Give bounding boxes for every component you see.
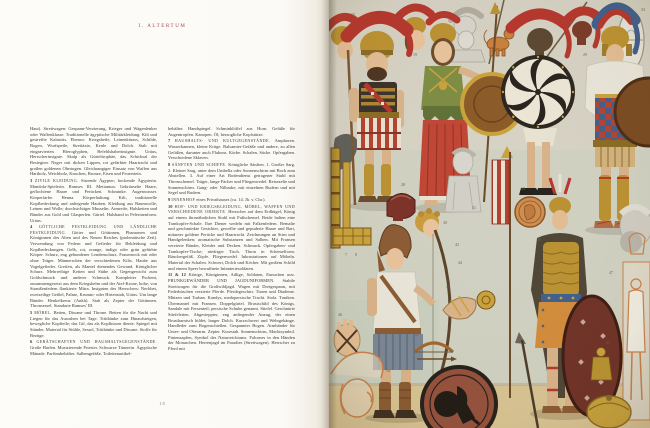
paragraph	[30, 339, 157, 356]
paragraph-text: Große Harfen. Musizierende Priester. Schwarze Tänzerin. Ägyptische Mänade. Parfümbehälter. Salbengefäße. Toilettenartikel-	[30, 344, 157, 356]
section-number: 9	[168, 196, 171, 202]
section-number: 8	[168, 161, 171, 167]
paragraph-text: Betten, Diwane und Throne. Betten für die Nacht und Liegen für das Ausruhen bei Tage. Trittbänke zum Hinaufsteigen, bewegliche Kopfteile; das Gif, das als Kopfkissen diente. Spiegel mit Ständer. Material für Stühle, Sessel, Trittbänke und Diwane. Stoffe für Bezüge.	[30, 310, 158, 338]
section-number: 3	[30, 177, 33, 183]
text-block	[30, 126, 295, 404]
paragraph	[168, 126, 295, 137]
right-page-plate	[329, 0, 650, 428]
paragraph	[30, 126, 157, 177]
text-column-2	[168, 126, 295, 404]
section-heading: GERÄTSCHAFTEN UND HAUSHALTSGEGENSTÄNDE.	[36, 339, 158, 345]
text-column-1	[30, 126, 157, 404]
section-heading: HOF- UND KRIEGSKLEIDUNG, MÖBEL, WAFFEN UND VERSCHIEDENE OBJEKTE.	[168, 203, 296, 215]
paragraph-text: eines Privathauses (ca. 14. Jh. v. Chr.).	[196, 196, 266, 202]
section-number: 10	[168, 203, 173, 209]
section-heading: SÄNFTEN UND SCHIFFE.	[171, 161, 227, 167]
section-number: 6	[30, 339, 33, 345]
section-heading: ZIVILE KLEIDUNG.	[34, 177, 79, 183]
section-heading: GÖTTLICHE FESTKLEIDUNG UND LÄNDLICHE FESTKLEIDUNG.	[30, 224, 157, 235]
section-heading: INNENHOF	[171, 196, 196, 202]
paragraph	[168, 197, 295, 203]
paragraph	[30, 224, 157, 309]
chapter-header: I. ALTERTUM	[138, 24, 187, 29]
paragraph	[168, 204, 295, 272]
section-number: 4	[30, 224, 33, 230]
paragraph-text: Herrscher auf dem Erdhügel; König auf einem thronähnlichen Stuhl mit Fußschemel. Beide halten eine Trankopfer-Schale. Ihre Diener wedeln mit Falkenfedern. Bemalte und geschminkte Gesichter, gewellte und gepuderte Haare und Bart, mitunter goldene Perücke und Haartracht. Zeichnungen an Stirn und Handgelenken; aromatische Substanzen und Salben. Mit Fransen verzierte Bänder, Kleider und Decken. Schmuck. Opfergaben- und Trankopfer-Tische; niedriger Tisch. Thron in Schemelform. Räuchergefäß. Zöpfe. Fliegenwedel. Inkrustationen auf Möbeln. Material der Schalen. Schwert, Dolch und Köcher. Mit großem Schild und einem Speer bewaffnete Infanteriesoldaten.	[168, 209, 295, 271]
costume-plate-illustration	[329, 0, 650, 428]
page-number: 18	[159, 401, 166, 406]
paragraph	[168, 138, 295, 161]
paragraph-text: Götter und Göttinnen, Pharaonen und Königinnen des Alten und des Neuen Reiches (ptolemäische Zeit). Verwendung von Federn und Gefieder für Bekleidung und Kopfbedeckungen. Gelb, rot, orange, indigo oder grün gefärbte Körper. Schurz, eng gebundener Lendenschurz. Frauenrock mit oder ohne Träger. Männerroben der verschiedenen Kilts. Haube aus Vogelgefieder. Greifen, als Mantel dienendes Gewand. Königlicher Schurz. Mehrreihige Ketten und Stäbe als Gegengewicht zum Goldschmuck und anderer Schmuck. Kompletter Pschent, zusammengesetzt aus dem Kriegshelm und der Atef-Krone, hohe, von Straußenfedern flankierte Mitra. Insignien des Herrschers: Nechbet, zweizeilige Geißel, Palme, Krumm- oder Hirtenstab, Uräus. Um lange Bänder. Henkelkreuz (Ankh). Stab als Zepter der Göttinnen. Thronsessel. Standarte Ramses' III.	[30, 229, 157, 309]
section-number: 5	[30, 310, 33, 315]
section-heading: HAUSHALTS- UND KULTGEGENSTÄNDE.	[174, 138, 271, 144]
section-number: 7	[168, 138, 171, 144]
paragraph-text: behälter. Handspiegel. Schminklöffel aus Horn. Gefäße für Augentropfen. Kanopen. Öl; herzogliche Kopfstütze.	[168, 126, 295, 137]
section-number: 11 & 12	[168, 272, 186, 278]
paragraph	[168, 272, 295, 351]
paragraph	[30, 178, 157, 223]
paragraph-text: Haut). Streitwagen: Gespann-Verzierung, Krieger und Wagenlenker oder Waffenklasse. Traditionelle ägyptische Militärkleidung: Kilt und gestreifte Kalasiris. Ebenso: Kriegsbeile, Leinenkürass, Schilde, Bogen, Wurfspeile, Streitäxte, Keule und Dolch. Stab mit eingravierten Hieroglyphen, Befehlshaberinsignie. Uräus, Herrscherinsignie. Skalp als Gürteltrophäe, das Schicksal der Besiegten. Neger mit dicken Lippen, rot gefärbter Haartracht und großen goldenen Ohrringen. Gleichrangiger Einsatz von Waffen aus Hartholz, Weichholz, Knochen, Bronze, Eisen und Feuerstein.	[30, 126, 157, 177]
section-heading: MÖBEL.	[34, 310, 52, 315]
paragraph-text: Amphoren. Wasserkannen, kleine Krüge. Balsamier-Gefäße und andere, zu allen Gefäßen, darunter auch Flakons. Körbe. Schalen. Säcke. Opfergaben. Verschiedene Sklaven.	[168, 138, 295, 161]
paragraph	[30, 310, 157, 338]
paragraph-text: Sitzende Ägypter; hockende Ägypterin. Mandola-Spielerin. Ramses III. Metiamun. Gekräuselte Haare, geflochtene Haare und Perücken. Schminke. Augenwasser. Körperfarbe. Henna. Körperhaltung. Kilt, traditionelle Kopfbedeckung und anliegende Hauben. Kleidung aus Baumwolle, Leinen und Wolle; durchsichtiger Musselin. Armreife, Halsketten und Bänder aus Gold und Glasperlen. Gürtel. Halsband in Pelerinenform. Uräus.	[30, 177, 158, 223]
vignette-overlay	[329, 0, 650, 428]
paragraph-text: Königliche Sänften. 1. Großer Sarg. 2. Kleiner Sarg, unter dem Umbella oder Sonnenschirm mit Bock zum Abstellen. 3. Auf einer Art Bodendienst getragener Stuhl mit Thronschemel. Träger, lange Fächer und Fliegenwedel. Reisezelte und Sonnenschirm. Gang- oder Nilbarke, mit einzelnen Rudern und mit Segel und Rudern.	[168, 161, 296, 196]
paragraph-text: Könige, Königinnen, Adlige, Soldaten, Eunuchen usw. PRUNKGEWÄNDER UND JAGDUNIFORMEN. Stabile Streitwagen für die Großwildjagd. Wagen mit Dreigespann, mit Federbüschen verzierte Pferde. Pferdegeschirr. Tiaren und Diademe. Mützen und Turban. Kandys, medopersische Tracht. Stola. Tuniken. Übermantel mit Fransen. Doppelgürtel. Brustschild des Königs. Sandale mit Fersenteil; persische Schuhe genannt. Stiefel. Geschnürte Stiefeletten. Abgesteppter, eng anliegender Anzug, der einen Brustharnisch bildet; langer Dolch. Kurzschwert und Wehrgehänge. Handleder zum Bogenschießen. Gespannter Bogen. Armbänder für Unter- und Oberarm. Zepter. Kurzstab. Sonnenschirm, Machtsymbol. Pinienzapfen, Symbol des Naturreichtums. Falcones in den Händen der Monarchen. Herrenjagd im Paradies (Streitwagen). Herrscher zu Pferd mit	[168, 272, 295, 351]
paragraph	[168, 162, 295, 196]
